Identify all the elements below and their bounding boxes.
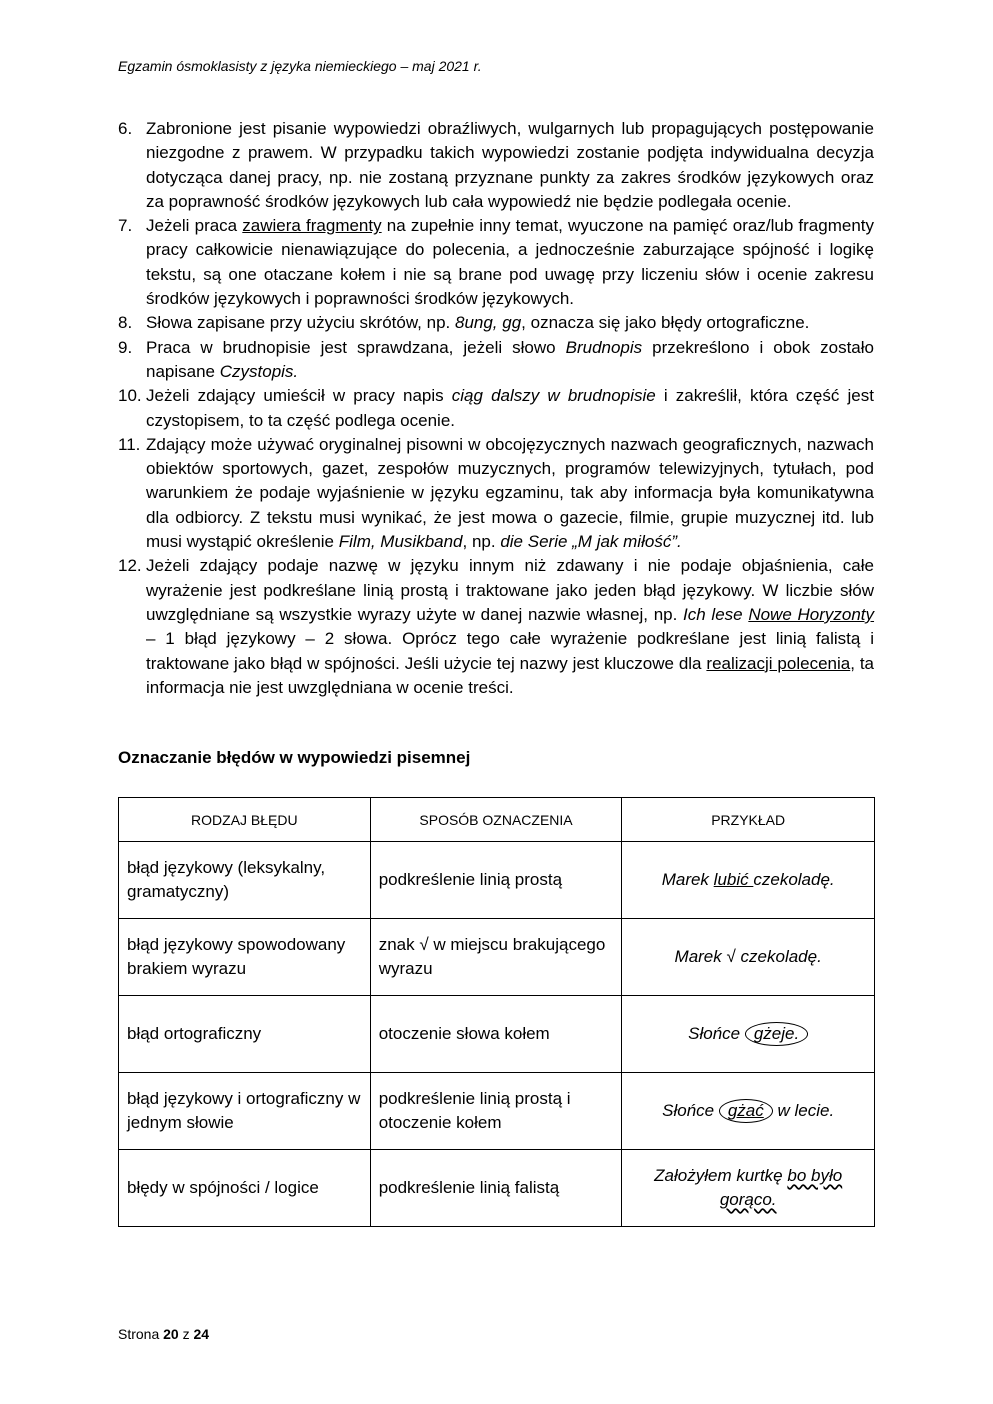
rules-list <box>118 117 874 700</box>
rule-item <box>118 433 874 554</box>
cell-marking-method: znak √ w miejscu brakującego wyrazu <box>370 919 622 996</box>
text-fragment: Ich lese <box>683 604 749 624</box>
rule-text <box>146 311 874 335</box>
cell-error-type: błąd językowy i ortograficzny w jednym słowie <box>119 1073 371 1150</box>
text-fragment: gżać <box>727 1101 764 1120</box>
cell-marking-method: podkreślenie linią prostą i otoczenie kołem <box>370 1073 622 1150</box>
error-marking-table <box>118 797 875 1227</box>
text-fragment: , oznacza się jako błędy ortograficzne. <box>521 313 810 333</box>
circled-word <box>719 1099 773 1123</box>
table-row <box>119 1150 875 1227</box>
rule-item <box>118 214 874 311</box>
text-fragment: lubić <box>713 870 754 889</box>
text-fragment: Marek <box>661 870 714 889</box>
text-fragment: Czystopis. <box>219 361 299 381</box>
footer-mid: z <box>178 1326 194 1342</box>
footer-prefix: Strona <box>118 1326 164 1342</box>
text-fragment: Słońce <box>662 1101 719 1120</box>
text-fragment: die Serie „M jak miłość”. <box>500 532 682 552</box>
text-fragment: na zupełnie inny temat, wyuczone na pamięć oraz/lub fragmenty pracy całkowicie nienawiązujące do polecenia, a jednocześnie zaburzające spójność i logikę tekstu, są one otaczane kołem i nie są brane pod uwagę przy liczeniu słów i ocenie zakresu środków językowych i poprawności środków językowych. <box>146 216 875 309</box>
circled-word <box>745 1022 808 1046</box>
rule-number: 11. <box>118 434 141 454</box>
cell-example <box>622 996 875 1073</box>
cell-marking-method: otoczenie słowa kołem <box>370 996 622 1073</box>
rule-text <box>146 554 874 700</box>
text-fragment: Zabronione jest pisanie wypowiedzi obraźliwych, wulgarnych lub propagujących postępowanie niezgodne z prawem. W przypadku takich wypowiedzi zostanie podjęta indywidualna decyzja dotycząca danej pracy, np. nie zostaną przyznane punkty za zakres środków językowych oraz za poprawność środków językowych lub cała wypowiedź nie będzie podlegała ocenie. <box>146 119 874 211</box>
cell-error-type: błąd językowy spowodowany brakiem wyrazu <box>119 919 371 996</box>
footer-page: 20 <box>163 1326 179 1342</box>
text-fragment: Założyłem kurtkę <box>654 1166 788 1185</box>
rule-text <box>146 117 874 214</box>
rule-item <box>118 336 874 385</box>
text-fragment: realizacji polecenia <box>706 653 851 673</box>
rule-text <box>146 384 874 433</box>
cell-marking-method: podkreślenie linią prostą <box>370 842 622 919</box>
table-header-row <box>119 798 875 842</box>
text-fragment: gżeje. <box>753 1024 800 1043</box>
cell-example <box>622 919 875 996</box>
rule-number: 12. <box>118 556 142 576</box>
header-error-type: RODZAJ BŁĘDU <box>119 798 371 842</box>
cell-error-type: błędy w spójności / logice <box>119 1150 371 1227</box>
text-fragment: zawiera fragmenty <box>242 216 382 236</box>
text-fragment: Jeżeli zdający umieścił w pracy napis <box>146 386 452 406</box>
text-fragment: , np. <box>462 532 501 552</box>
section-title: Oznaczanie błędów w wypowiedzi pisemnej <box>118 748 471 767</box>
cell-example <box>622 1150 875 1227</box>
text-fragment: Nowe Horyzonty <box>748 604 875 624</box>
text-fragment: Jeżeli zdający podaje nazwę w języku innym niż zdawany i nie podaje objaśnienia, całe wyrażenie jest podkreślane linią prostą i traktowane jako jeden błąd językowy. W liczbie słów uwzględniane są wszystkie wyrazy użyte w danej nazwie własnej, np. <box>146 556 874 624</box>
cell-example <box>622 842 875 919</box>
text-fragment: – 1 błąd językowy – 2 słowa. Oprócz tego całe wyrażenie podkreślane jest linią falistą i traktowane jako błąd w spójności. Jeśli użycie tej nazwy jest kluczowe dla <box>146 629 874 673</box>
header-marking-method: SPOSÓB OZNACZENIA <box>370 798 622 842</box>
table-row <box>119 1073 875 1150</box>
text-fragment: Praca w brudnopisie jest sprawdzana, jeżeli słowo <box>146 337 566 357</box>
rule-item <box>118 384 874 433</box>
rule-number: 7. <box>118 216 133 236</box>
text-fragment: przekreślono i obok zostało napisane <box>146 337 874 381</box>
rule-item <box>118 311 874 335</box>
text-fragment: Brudnopis <box>565 337 643 357</box>
text-fragment: Zdający może używać oryginalnej pisowni w obcojęzycznych nazwach geograficznych, nazwach obiektów sportowych, gazet, zespołów muzycznych, programów telewizyjnych, tytułach, pod warunkiem że podaje wyjaśnienie w języku egzaminu, tak aby informacja była komunikatywna dla odbiorcy. Z tekstu musi wynikać, że jest mowa o gazecie, filmie, grupie muzycznej itd. lub musi wystąpić określenie <box>146 434 874 552</box>
rule-text <box>146 336 874 385</box>
text-fragment: w lecie. <box>772 1101 835 1120</box>
header-example: PRZYKŁAD <box>622 798 875 842</box>
rule-number: 10. <box>118 386 142 406</box>
page-header: Egzamin ósmoklasisty z języka niemieckiego – maj 2021 r. <box>118 58 482 74</box>
text-fragment: Jeżeli praca <box>146 216 243 236</box>
rule-number: 9. <box>118 337 133 357</box>
text-fragment: ciąg dalszy w brudnopisie <box>451 386 656 406</box>
text-fragment: i zakreślił, która część jest czystopisem, to ta część podlega ocenie. <box>146 386 874 430</box>
rule-text <box>146 214 874 311</box>
cell-error-type: błąd ortograficzny <box>119 996 371 1073</box>
table-row <box>119 842 875 919</box>
rule-number: 8. <box>118 313 133 333</box>
text-fragment: Słowa zapisane przy użyciu skrótów, np. <box>146 313 455 333</box>
text-fragment: Słońce <box>688 1024 745 1043</box>
rule-number: 6. <box>118 119 133 138</box>
table-row <box>119 996 875 1073</box>
text-fragment: Film, Musikband <box>338 532 463 552</box>
cell-example <box>622 1073 875 1150</box>
text-fragment: 8ung, gg <box>454 313 522 333</box>
rule-item <box>118 554 874 700</box>
text-fragment: , ta informacja nie jest uwzględniana w ocenie treści. <box>146 653 875 697</box>
cell-marking-method: podkreślenie linią falistą <box>370 1150 622 1227</box>
text-fragment: bo było gorąco. <box>719 1166 843 1209</box>
rule-item <box>118 117 874 214</box>
rule-text <box>146 433 874 554</box>
table-row <box>119 919 875 996</box>
footer-total: 24 <box>193 1326 210 1342</box>
cell-error-type: błąd językowy (leksykalny, gramatyczny) <box>119 842 371 919</box>
text-fragment: czekoladę. <box>753 870 835 889</box>
page-footer <box>118 1326 209 1342</box>
text-fragment: Marek √ czekoladę. <box>674 947 822 966</box>
